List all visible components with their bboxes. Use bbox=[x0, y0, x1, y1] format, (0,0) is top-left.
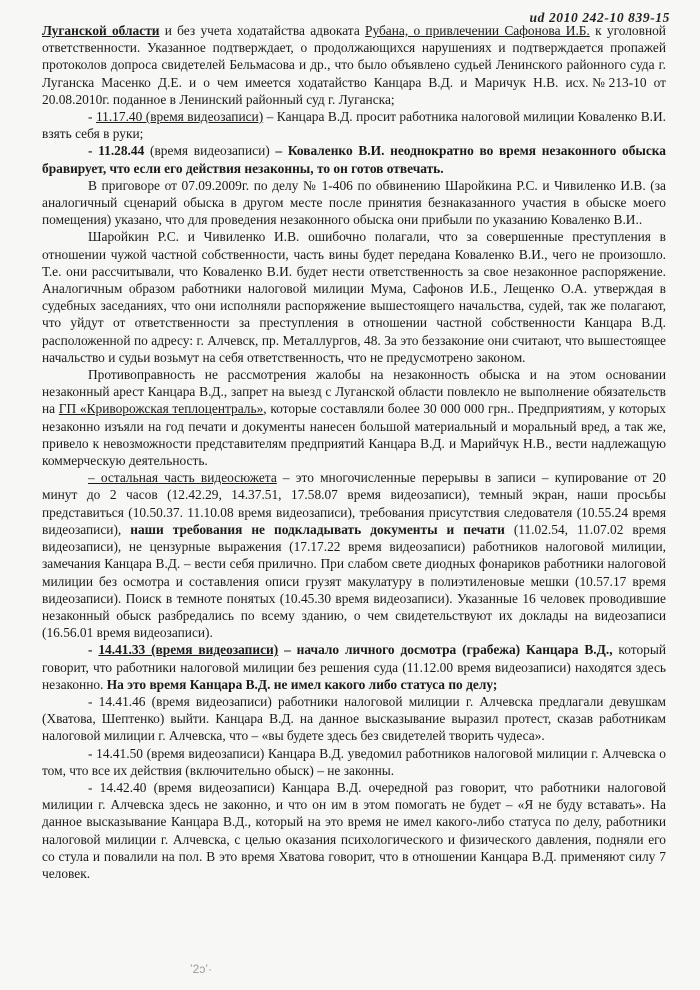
document-body bbox=[42, 22, 666, 882]
paragraph-7 bbox=[42, 469, 666, 641]
paragraph-6 bbox=[42, 366, 666, 469]
p8-bold-text-2: На это время Канцара В.Д. не имел какого либо статуса по делу; bbox=[106, 676, 498, 692]
p7-text-2: (11.02.54, 11.07.02 время видеозаписи), не цензурные выражения (17.17.22 время видеозаписи) работников налоговой милиции, замечания Канцара В.Д. – вести себя прилично. При слабом свете диодных фонариков работники налоговой милиции без осмотра и составления описи грузят макулатуру в полиэтиленовые мешки (10.57.17 время видеозаписи). Поиск в темноте понятых (10.45.30 время видеозаписи). Указанные 16 человек проводившие незаконный обыск разбредались по всему зданию, о чем свидетельствуют их доклады на видеозаписи (16.56.01 время видеозаписи). bbox=[42, 521, 666, 641]
p8-bold-text-1: – начало личного досмотра (грабежа) Канцара В.Д., bbox=[278, 642, 613, 658]
p3-note: (время видеозаписи) bbox=[144, 143, 276, 159]
timestamp-14-41-33: 14.41.33 (время видеозаписи) bbox=[98, 642, 279, 658]
paragraph-3 bbox=[42, 142, 666, 176]
paragraph-4: В приговоре от 07.09.2009г. по делу № 1-406 по обвинению Шаройкина Р.С. и Чивиленко И.В. (за аналогичный сценарий обыска в другом месте после принятия безнаказанного участия в обыске моего помещения) указано, что для проведения незаконного обыска они прибыли по указанию Коваленко В.И.. bbox=[42, 177, 666, 228]
video-remainder-heading: – остальная часть видеосюжета bbox=[88, 470, 277, 486]
case-number-stamp: ud 2010 242-10 839-15 bbox=[529, 10, 670, 25]
p1-text-1: и без учета ходатайства адвоката bbox=[159, 23, 366, 38]
p2-dash: - bbox=[88, 109, 96, 125]
p6-text-1: Противоправность не рассмотрения жалобы на незаконность обыска и на этом основании незаконный арест Канцара В.Д., запрет на выезд с Луганской области повлекло не выполнение обязательств на bbox=[42, 367, 666, 417]
lawyer-reference: Рубана, о привлечении Сафонова И.Б. bbox=[365, 23, 590, 38]
p8-dash: - bbox=[88, 642, 99, 658]
p8-text: который говорит, что работники налоговой милиции без решения суда (11.12.00 время видеозаписи) находятся здесь незаконно. bbox=[42, 642, 667, 692]
p3-bold-text: – Коваленко В.И. неоднократно во время незаконного обыска бравирует, что если его действия незаконны, то он готов отвечать. bbox=[42, 143, 666, 176]
p7-text-1: – это многочисленные перерывы в записи – купирование от 20 минут до 2 часов (12.42.29, 14.37.51, 17.58.07 время видеозаписи), темный экран, наши просьбы представиться (10.50.37. 11.10.08 время видеозаписи), требования присутствия следователя (10.55.24 время видеозаписи), bbox=[42, 470, 666, 537]
p1-text-2: к уголовной ответственности. Указанное подтверждает, о продолжающихся нарушениях и подтверждается пропажей протоколов допроса свидетелей Бельмасова и др., что было объявлено судьей Ленинского районного суда г. Луганска Масенко Д.Е. и о чем имеется ходатайство Канцара В.Д. и Маричук Н.В. исх.№213-10 от 20.08.2010г. поданное в Ленинский районный суд г. Луганска; bbox=[42, 23, 666, 107]
bottom-handwritten-mark: ʼ2ɔʼ· bbox=[190, 962, 213, 976]
region-name: Луганской области bbox=[42, 23, 160, 38]
timestamp-11-17-40: 11.17.40 (время видеозаписи) bbox=[95, 109, 264, 125]
company-name: ГП «Криворожская теплоцентраль» bbox=[58, 401, 264, 417]
p7-bold-text: наши требования не подкладывать документы и печати bbox=[130, 521, 505, 537]
paragraph-1 bbox=[42, 22, 666, 108]
paragraph-11: - 14.42.40 (время видеозаписи) Канцара В.Д. очередной раз говорит, что работники налоговой милиции г. Алчевска здесь не законно, и что он им в этом помогать не будет – «Я не буду вставать». На данное высказывание Канцара В.Д., который на это время не имел какого-либо статуса по делу, работники налоговой милиции г. Алчевска, с целью оказания психологического и физического давления, подняли его со стула и повалили на пол. В это время Хватова говорит, что в отношении Канцара В.Д. применяют силу 7 человек. bbox=[42, 779, 666, 881]
paragraph-10: - 14.41.50 (время видеозаписи) Канцара В.Д. уведомил работников налоговой милиции г. Алчевска о том, что все их действия (включительно обыск) – не законны. bbox=[42, 745, 666, 778]
p2-text: – Канцара В.Д. просит работника налоговой милиции Коваленко В.И. взять себя в руки; bbox=[42, 109, 666, 142]
paragraph-2 bbox=[42, 108, 666, 142]
paragraph-8 bbox=[42, 641, 666, 693]
timestamp-11-28-44: - 11.28.44 bbox=[88, 143, 145, 159]
p6-text-2: , которые составляли более 30 000 000 грн.. Предприятиям, у которых незаконно изъяли на год печати и документы нанесен большой материальный и моральный вред, а так же, привело к невозможности представителям предприятий Канцара В.Д. и Марийчук Н.В., вести надлежащую коммерческую деятельность. bbox=[42, 401, 666, 469]
paragraph-5: Шаройкин Р.С. и Чивиленко И.В. ошибочно полагали, что за совершенные преступления в отношении чужой частной собственности, часть вины будет передана Коваленко В.И., чего не произошло. Т.е. они рассчитывали, что Коваленко В.И. будет нести ответственность за свое незаконное распоряжение. Аналогичным образом работники налоговой милиции Мума, Сафонов И.Б., Лещенко О.А. утверждая в судебных заседаниях, что они исполняли распоряжение вышестоящего начальства, судей, так же полагают, что уйдут от ответственности за преступления в отношении частной собственности Канцара В.Д. расположенной по адресу: г. Алчевск, пр. Металлургов, 48. За это беззаконие они считают, что вышестоящее начальство и судьи возьмут на себя ответственность, что не предусмотрено законом. bbox=[42, 229, 666, 365]
paragraph-9: - 14.41.46 (время видеозаписи) работники налоговой милиции г. Алчевска предлагали девушкам (Хватова, Шептенко) выйти. Канцара В.Д. на данное высказывание выразил протест, сказав работникам налоговой милиции г. Алчевска, что – «вы будете здесь без свидетелей творить чудеса». bbox=[42, 693, 666, 744]
